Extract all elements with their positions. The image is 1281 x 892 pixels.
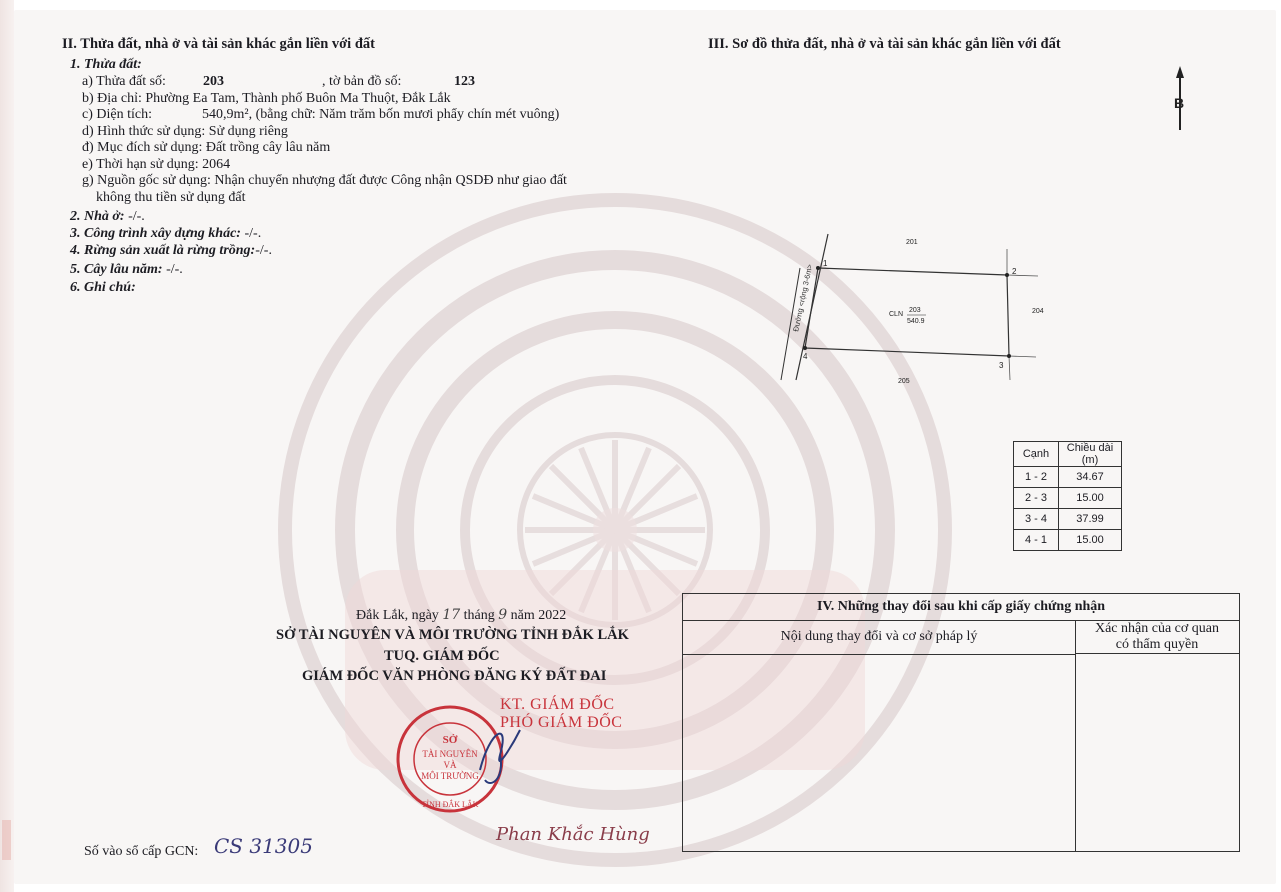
usage-origin: g) Nguồn gốc sử dụng: Nhận chuyển nhượng đất được Công nhận QSDĐ như giao đất [82, 173, 567, 188]
office-title: GIÁM ĐỐC VĂN PHÒNG ĐĂNG KÝ ĐẤT ĐAI [302, 668, 607, 684]
other-construction-value: -/-. [244, 226, 262, 241]
house-label: 2. Nhà ở: [70, 209, 125, 224]
edge-cell: 2 - 3 [1014, 488, 1059, 509]
agency-name: SỞ TÀI NGUYÊN VÀ MÔI TRƯỜNG TỈNH ĐẮK LẮK [276, 627, 629, 643]
seal-line-3: VÀ [443, 760, 457, 770]
registry-number: CS 31305 [214, 834, 313, 858]
point-3: 3 [999, 361, 1004, 370]
map-sheet-number: 123 [454, 74, 475, 89]
length-cell: 34.67 [1059, 467, 1122, 488]
notes-label: 6. Ghi chú: [70, 280, 136, 295]
neighbor-201: 201 [906, 239, 918, 246]
parcel-outline [805, 268, 1009, 356]
usage-purpose: đ) Mục đích sử dụng: Đất trồng cây lâu năm [82, 140, 331, 155]
kt-stamp: KT. GIÁM ĐỐC [500, 696, 615, 713]
usage-term: e) Thời hạn sử dụng: 2064 [82, 157, 231, 172]
parcel-area-label: 540.9 [907, 318, 925, 325]
confirm-header-line-1: Xác nhận của cơ quan [1094, 621, 1219, 636]
usage-origin-cont: không thu tiền sử dụng đất [96, 190, 246, 205]
address: b) Địa chỉ: Phường Ea Tam, Thành phố Buôn Ma Thuột, Đắk Lắk [82, 91, 451, 106]
table-header-row [1014, 442, 1122, 467]
table-row [1014, 467, 1122, 488]
map-sheet-label: , tờ bản đồ số: [322, 74, 402, 89]
table-row [1014, 488, 1122, 509]
parcel-number: 203 [203, 74, 224, 89]
month-label: tháng [463, 608, 495, 623]
issue-year: năm 2022 [510, 608, 567, 623]
forest-label: 4. Rừng sản xuất là rừng trồng: [70, 243, 256, 258]
neighbor-205: 205 [898, 378, 910, 385]
edge-cell: 3 - 4 [1014, 509, 1059, 530]
changes-confirm-column [1075, 620, 1239, 851]
north-arrow-head [1176, 66, 1184, 78]
neighbor-204: 204 [1032, 308, 1044, 315]
edge-cell: 1 - 2 [1014, 467, 1059, 488]
line-3-down [1009, 356, 1010, 380]
area-value: 540,9m², (bằng chữ: Năm trăm bốn mươi phẩy chín mét vuông) [202, 107, 560, 122]
tuq-title: TUQ. GIÁM ĐỐC [384, 648, 500, 664]
seal-line-4: MÔI TRƯỜNG [421, 771, 479, 781]
seal-line-2: TÀI NGUYÊN [422, 749, 478, 759]
seal-line-1: SỞ [442, 734, 458, 746]
road-label: Đường <rộng 3-6m> [791, 263, 815, 333]
line-3-extension [1009, 356, 1036, 357]
date-prefix: Đắk Lắk, ngày [356, 608, 439, 623]
point-1: 1 [823, 259, 828, 268]
section-3-title: III. Sơ đồ thửa đất, nhà ở và tài sản khác gắn liền với đất [708, 36, 1061, 52]
forest-value: -/-. [255, 243, 272, 258]
changes-content-column [683, 620, 1076, 851]
changes-table [682, 593, 1240, 852]
parcel-heading: 1. Thửa đất: [70, 57, 142, 72]
other-construction-label: 3. Công trình xây dựng khác: [70, 226, 241, 241]
length-cell: 15.00 [1059, 488, 1122, 509]
issue-day: 17 [442, 607, 461, 623]
point-4: 4 [803, 352, 808, 361]
confirm-header-line-2: có thẩm quyền [1115, 637, 1199, 652]
registry-label: Số vào sổ cấp GCN: [84, 844, 199, 859]
col-length: Chiều dài (m) [1059, 442, 1122, 467]
perennial-label: 5. Cây lâu năm: [70, 262, 163, 277]
col-edge: Cạnh [1014, 442, 1059, 467]
house-value: -/-. [128, 209, 145, 224]
length-cell: 15.00 [1059, 530, 1122, 551]
perennial-value: -/-. [166, 262, 183, 277]
edge-cell: 4 - 1 [1014, 530, 1059, 551]
parcel-label: 203 [909, 307, 921, 314]
edge-length-table [1013, 441, 1122, 551]
point-2: 2 [1012, 267, 1017, 276]
signer-name: Phan Khắc Hùng [496, 824, 650, 845]
changes-confirm-header [1075, 620, 1239, 654]
land-use-code: CLN [889, 311, 904, 318]
table-row [1014, 509, 1122, 530]
section-4-title: IV. Những thay đổi sau khi cấp giấy chứng nhận [683, 594, 1239, 621]
deputy-stamp: PHÓ GIÁM ĐỐC [500, 714, 623, 731]
section-2-title: II. Thửa đất, nhà ở và tài sản khác gắn liền với đất [62, 36, 375, 52]
north-label: B [1174, 95, 1185, 111]
usage-form: d) Hình thức sử dụng: Sử dụng riêng [82, 124, 288, 139]
length-cell: 37.99 [1059, 509, 1122, 530]
area-label: c) Diện tích: [82, 107, 152, 122]
changes-content-header: Nội dung thay đổi và cơ sở pháp lý [683, 620, 1075, 655]
parcel-number-label: a) Thửa đất số: [82, 74, 166, 89]
table-row [1014, 530, 1122, 551]
seal-bottom: TỈNH ĐẮK LẮK [421, 800, 479, 809]
issue-month: 9 [498, 607, 508, 623]
